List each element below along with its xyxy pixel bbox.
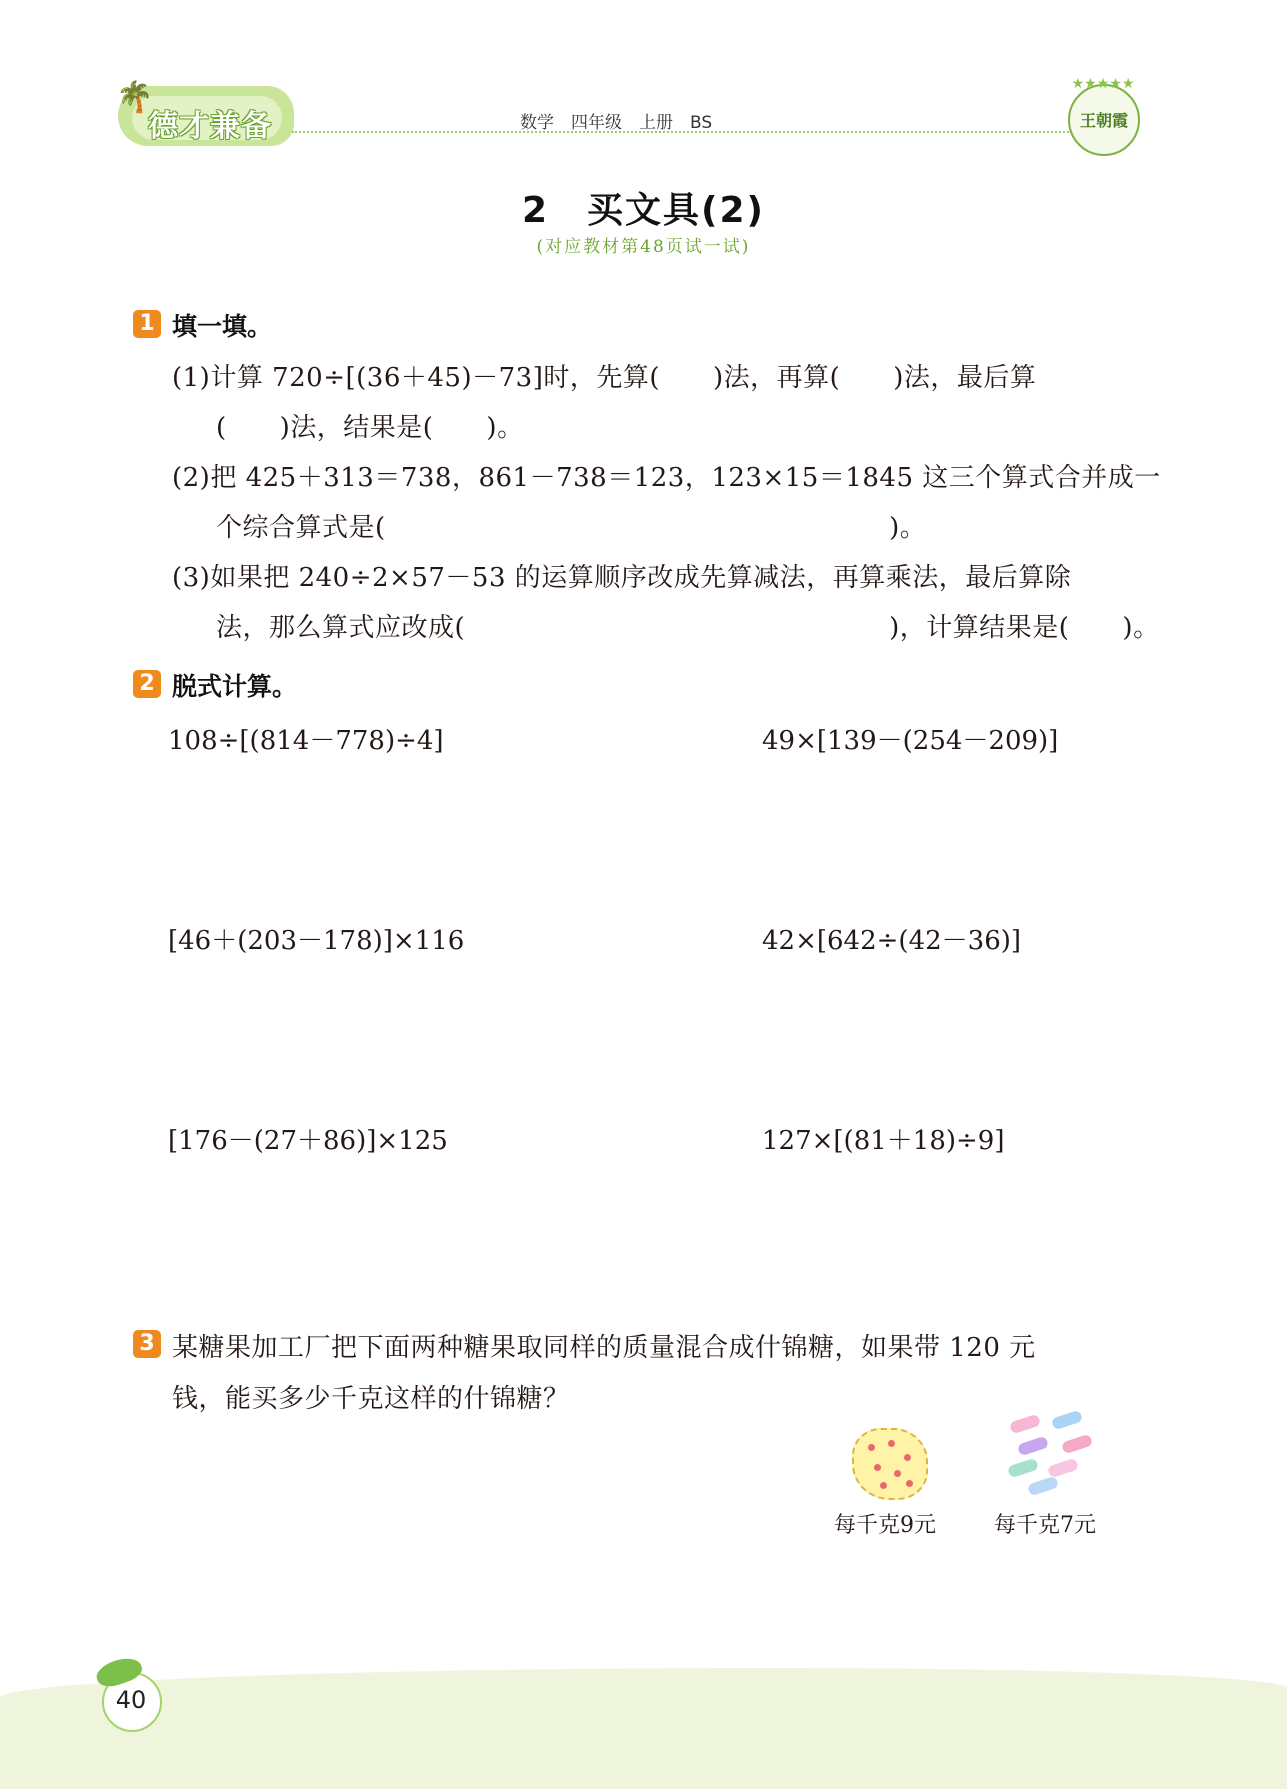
section-number-2: 2 bbox=[133, 670, 161, 698]
section-title-2: 脱式计算。 bbox=[172, 672, 298, 701]
calc-expression: 49×[139－(254－209)] bbox=[762, 726, 1059, 756]
question-line: (2)把 425＋313＝738，861－738＝123，123×15＝1845 这三个算式合并成一 bbox=[172, 463, 1161, 493]
page-title: 2 买文具(2) bbox=[521, 190, 765, 231]
palm-tree-icon: 🌴 bbox=[116, 80, 154, 115]
word-problem-line: 钱，能买多少千克这样的什锦糖？ bbox=[172, 1384, 570, 1414]
question-line: 个综合算式是( )。 bbox=[216, 513, 927, 543]
question-line: (1)计算 720÷[(36＋45)－73]时，先算( )法，再算( )法，最后算 bbox=[172, 363, 1037, 393]
section-title-1: 填一填。 bbox=[172, 312, 273, 341]
header-subject: 数学 四年级 上册 BS bbox=[520, 113, 713, 133]
section-number-3: 3 bbox=[133, 1330, 161, 1358]
page-number: 40 bbox=[115, 1686, 147, 1714]
calc-expression: 42×[642÷(42－36)] bbox=[762, 926, 1022, 956]
question-line: 法，那么算式应改成( )，计算结果是( )。 bbox=[216, 613, 1160, 643]
yellow-candy-icon bbox=[852, 1428, 928, 1500]
calc-expression: [176－(27＋86)]×125 bbox=[168, 1126, 448, 1156]
section-number-1: 1 bbox=[133, 310, 161, 338]
calc-expression: [46＋(203－178)]×116 bbox=[168, 926, 465, 956]
brand-logo: 德才兼备 bbox=[148, 109, 272, 144]
question-line: (3)如果把 240÷2×57－53 的运算顺序改成先算减法，再算乘法，最后算除 bbox=[172, 563, 1072, 593]
wrapped-candies-icon bbox=[1004, 1410, 1104, 1496]
price-label: 每千克9元 bbox=[834, 1513, 936, 1538]
badge-text: 王朝霞 bbox=[1079, 111, 1128, 130]
question-line: ( )法，结果是( )。 bbox=[216, 413, 524, 443]
calc-expression: 127×[(81＋18)÷9] bbox=[762, 1126, 1005, 1156]
price-label: 每千克7元 bbox=[994, 1513, 1096, 1538]
footer-band bbox=[0, 1668, 1287, 1789]
word-problem-line: 某糖果加工厂把下面两种糖果取同样的质量混合成什锦糖，如果带 120 元 bbox=[172, 1333, 1036, 1363]
page-subtitle: (对应教材第48页试一试) bbox=[536, 237, 751, 257]
calc-expression: 108÷[(814－778)÷4] bbox=[168, 726, 444, 756]
badge-stars: ★★★★★ bbox=[1071, 76, 1135, 92]
